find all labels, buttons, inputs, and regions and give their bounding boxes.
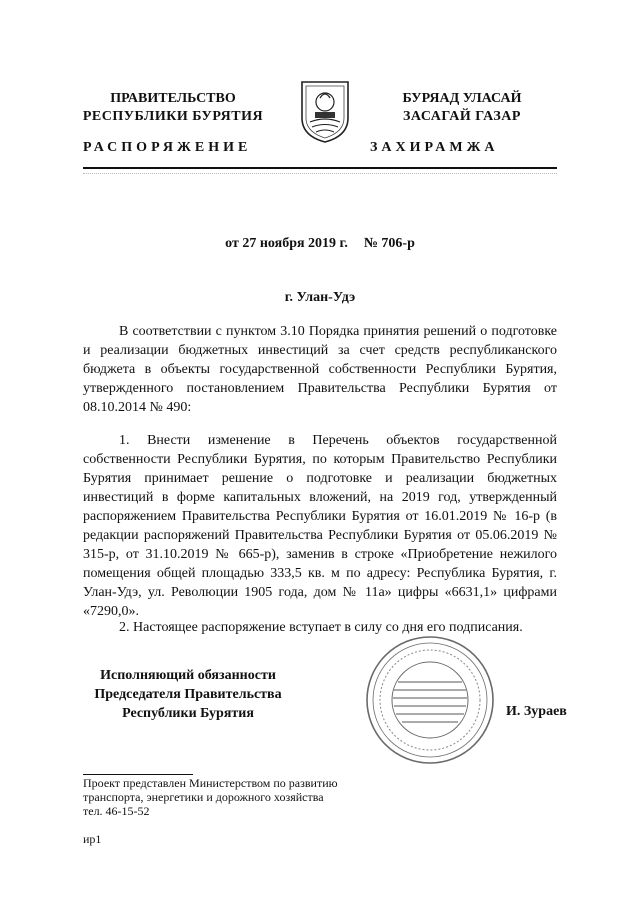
- footnote-line1: Проект представлен Министерством по развитию: [83, 776, 338, 790]
- document-number: № 706-р: [363, 236, 415, 251]
- header-left-line2: РЕСПУБЛИКИ БУРЯТИЯ: [82, 109, 264, 124]
- document-date-line: [0, 236, 640, 252]
- header-left: [73, 90, 273, 126]
- document-date: от 27 ноября 2019 г.: [225, 236, 348, 251]
- official-seal-icon: [364, 634, 496, 766]
- header-right-line2: ЗАСАГАЙ ГАЗАР: [403, 109, 521, 124]
- header-left-line1: ПРАВИТЕЛЬСТВО: [110, 91, 236, 106]
- signatory-name: И. Зураев: [506, 704, 567, 719]
- header-divider: [83, 167, 557, 169]
- header-right: [362, 90, 562, 126]
- document-city: г. Улан-Удэ: [284, 290, 356, 305]
- doc-type-bua: ЗАХИРАМЖА: [370, 140, 499, 155]
- footnote: [83, 776, 403, 818]
- header-right-line1: БУРЯАД УЛАСАЙ: [402, 91, 522, 106]
- doc-type-ru: РАСПОРЯЖЕНИЕ: [83, 140, 252, 155]
- paragraph-preamble: В соответствии с пунктом 3.10 Порядка принятия решений о подготовке и реализации бюджетных инвестиций за счет средств республиканского бюджета в объекты государственной собственности Республики Бурятия, утвержденного постановлением Правительства Республики Бурятия от 08.10.2014 № 490:: [83, 324, 557, 415]
- footnote-line2: транспорта, энергетики и дорожного хозяйства: [83, 790, 324, 804]
- paragraph-item-2: 2. Настоящее распоряжение вступает в силу со дня его подписания.: [119, 620, 523, 635]
- signatory-title-line2: Председателя Правительства: [94, 687, 282, 702]
- executor-initials: ир1: [83, 832, 102, 846]
- signatory-title: [83, 666, 293, 723]
- paragraph-item-1: 1. Внести изменение в Перечень объектов государственной собственности Республики Бурятия, по которым Правительство Республики Бурятия принимает решение о подготовке и реализации бюджетных инвестиций в форме капитальных вложений, на 2019 год, утвержденный распоряжением Правительства Республики Бурятия от 16.01.2019 № 16-р (в редакции распоряжений Правительства Республики Бурятия от 05.06.2019 № 315-р, от 31.10.2019 № 665-р), заменив в строке «Приобретение нежилого помещения общей площадью 333,5 кв. м по адресу: Республика Бурятия, г. Улан-Удэ, ул. Революции 1905 года, дом № 11а» цифры «6631,1» цифрами «7290,0».: [83, 433, 557, 619]
- header-divider-dotted: [83, 173, 557, 174]
- signatory-title-line3: Республики Бурятия: [122, 706, 254, 721]
- footnote-line3: тел. 46-15-52: [83, 804, 150, 818]
- signatory-title-line1: Исполняющий обязанности: [100, 668, 276, 683]
- coat-of-arms-icon: [298, 78, 352, 144]
- footnote-divider: [83, 774, 193, 775]
